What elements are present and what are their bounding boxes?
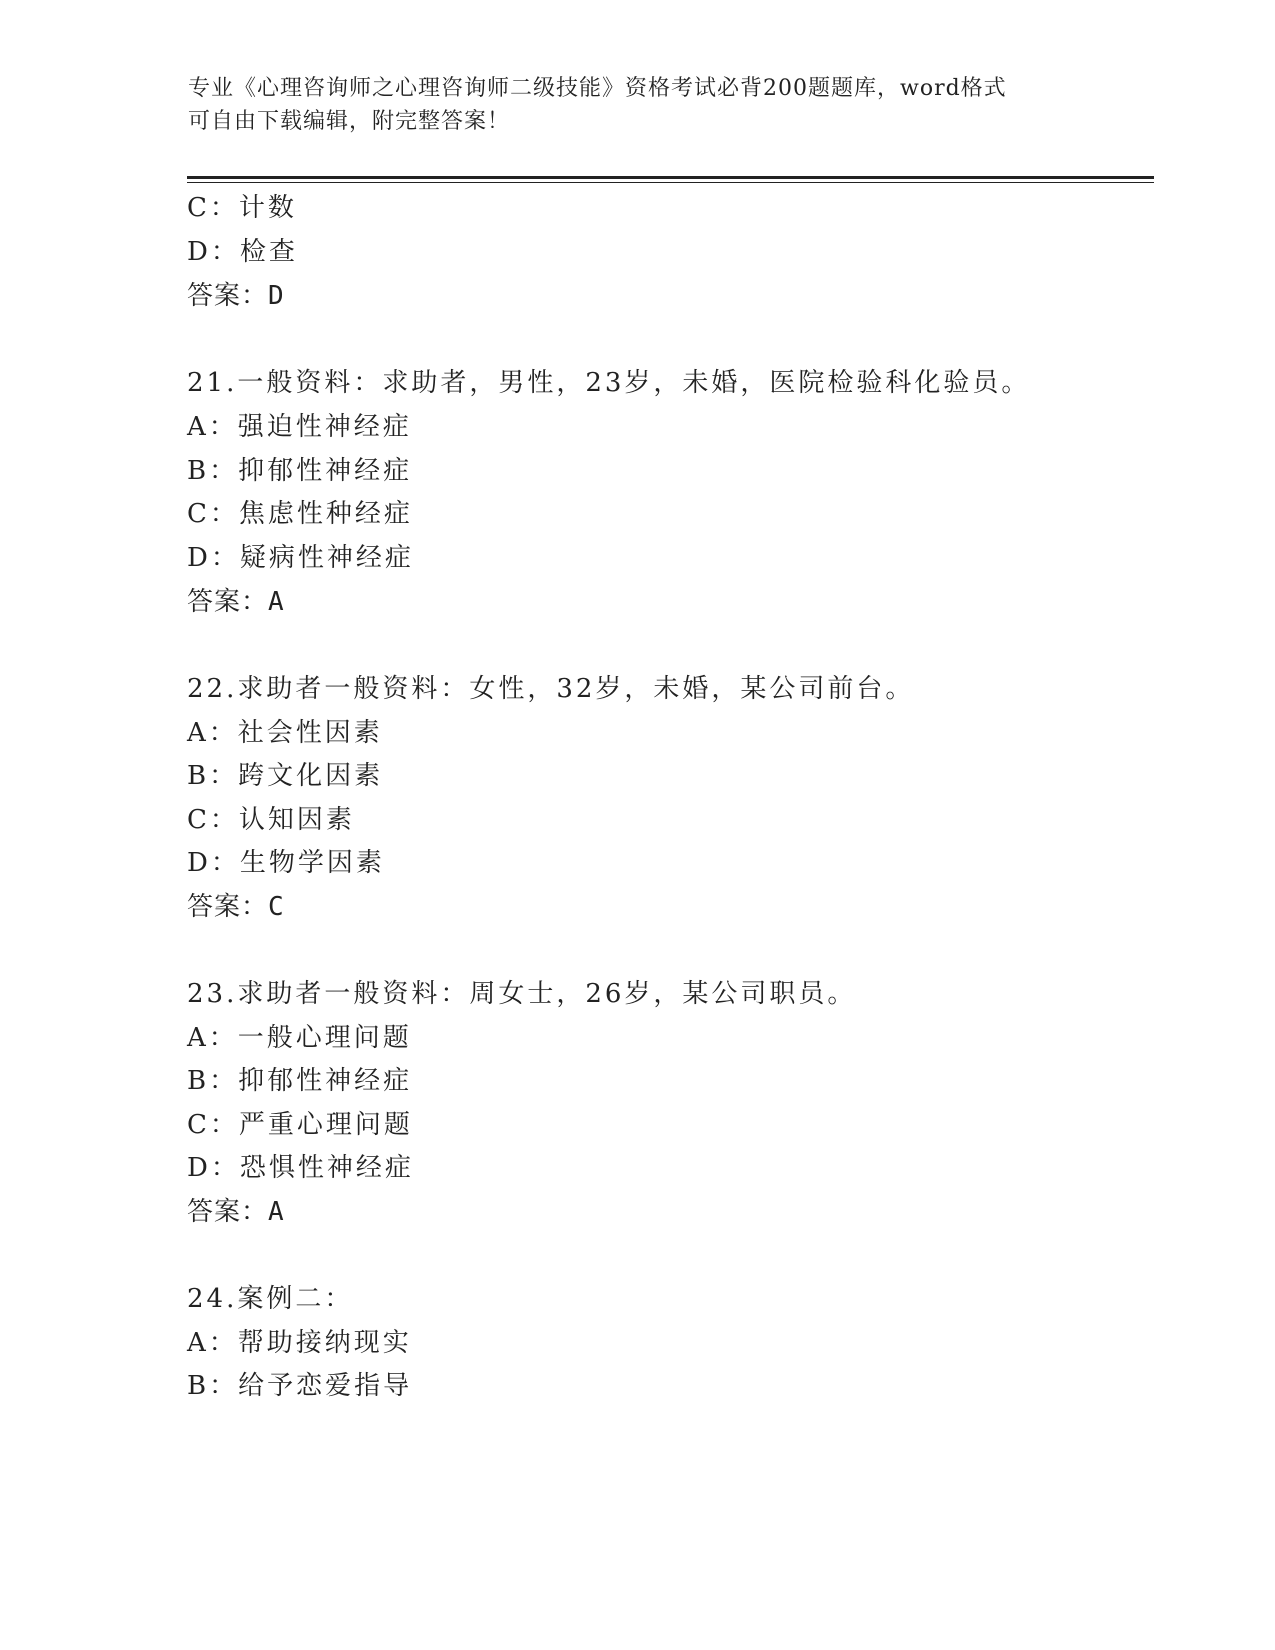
q21-option-c: C：焦虑性种经症 xyxy=(187,499,413,529)
header-title-line-2: 可自由下载编辑，附完整答案！ xyxy=(188,109,511,134)
q23-answer: 答案：A xyxy=(187,1197,285,1227)
q24-stem: 24.案例二： xyxy=(187,1284,354,1314)
q24-option-b: B：给予恋爱指导 xyxy=(187,1371,413,1401)
header-title-line-1: 专业《心理咨询师之心理咨询师二级技能》资格考试必背200题题库，word格式 xyxy=(188,76,1007,101)
q22-answer: 答案：C xyxy=(187,892,285,922)
q24-option-a: A：帮助接纳现实 xyxy=(187,1328,412,1358)
q23-option-a: A：一般心理问题 xyxy=(187,1023,412,1053)
q23-option-c: C：严重心理问题 xyxy=(187,1110,413,1140)
q22-option-a: A：社会性因素 xyxy=(187,718,383,748)
header-rule-thin xyxy=(187,182,1154,183)
q21-option-d: D：疑病性神经症 xyxy=(187,543,414,573)
prev-option-d: D：检查 xyxy=(187,237,298,267)
q21-answer: 答案：A xyxy=(187,587,285,617)
q22-option-b: B：跨文化因素 xyxy=(187,761,384,791)
q22-option-d: D：生物学因素 xyxy=(187,848,385,878)
q23-stem: 23.求助者一般资料：周女士，26岁，某公司职员。 xyxy=(187,979,857,1009)
q22-option-c: C：认知因素 xyxy=(187,805,355,835)
q21-option-a: A：强迫性神经症 xyxy=(187,412,412,442)
prev-option-c: C：计数 xyxy=(187,193,297,223)
q22-stem: 22.求助者一般资料：女性，32岁，未婚，某公司前台。 xyxy=(187,674,915,704)
header-rule-thick xyxy=(187,176,1154,179)
q21-option-b: B：抑郁性神经症 xyxy=(187,456,413,486)
prev-answer: 答案：D xyxy=(187,281,285,311)
q23-option-d: D：恐惧性神经症 xyxy=(187,1153,414,1183)
document-header xyxy=(188,72,1088,138)
q23-option-b: B：抑郁性神经症 xyxy=(187,1066,413,1096)
q21-stem: 21.一般资料：求助者，男性，23岁，未婚，医院检验科化验员。 xyxy=(187,368,1031,398)
